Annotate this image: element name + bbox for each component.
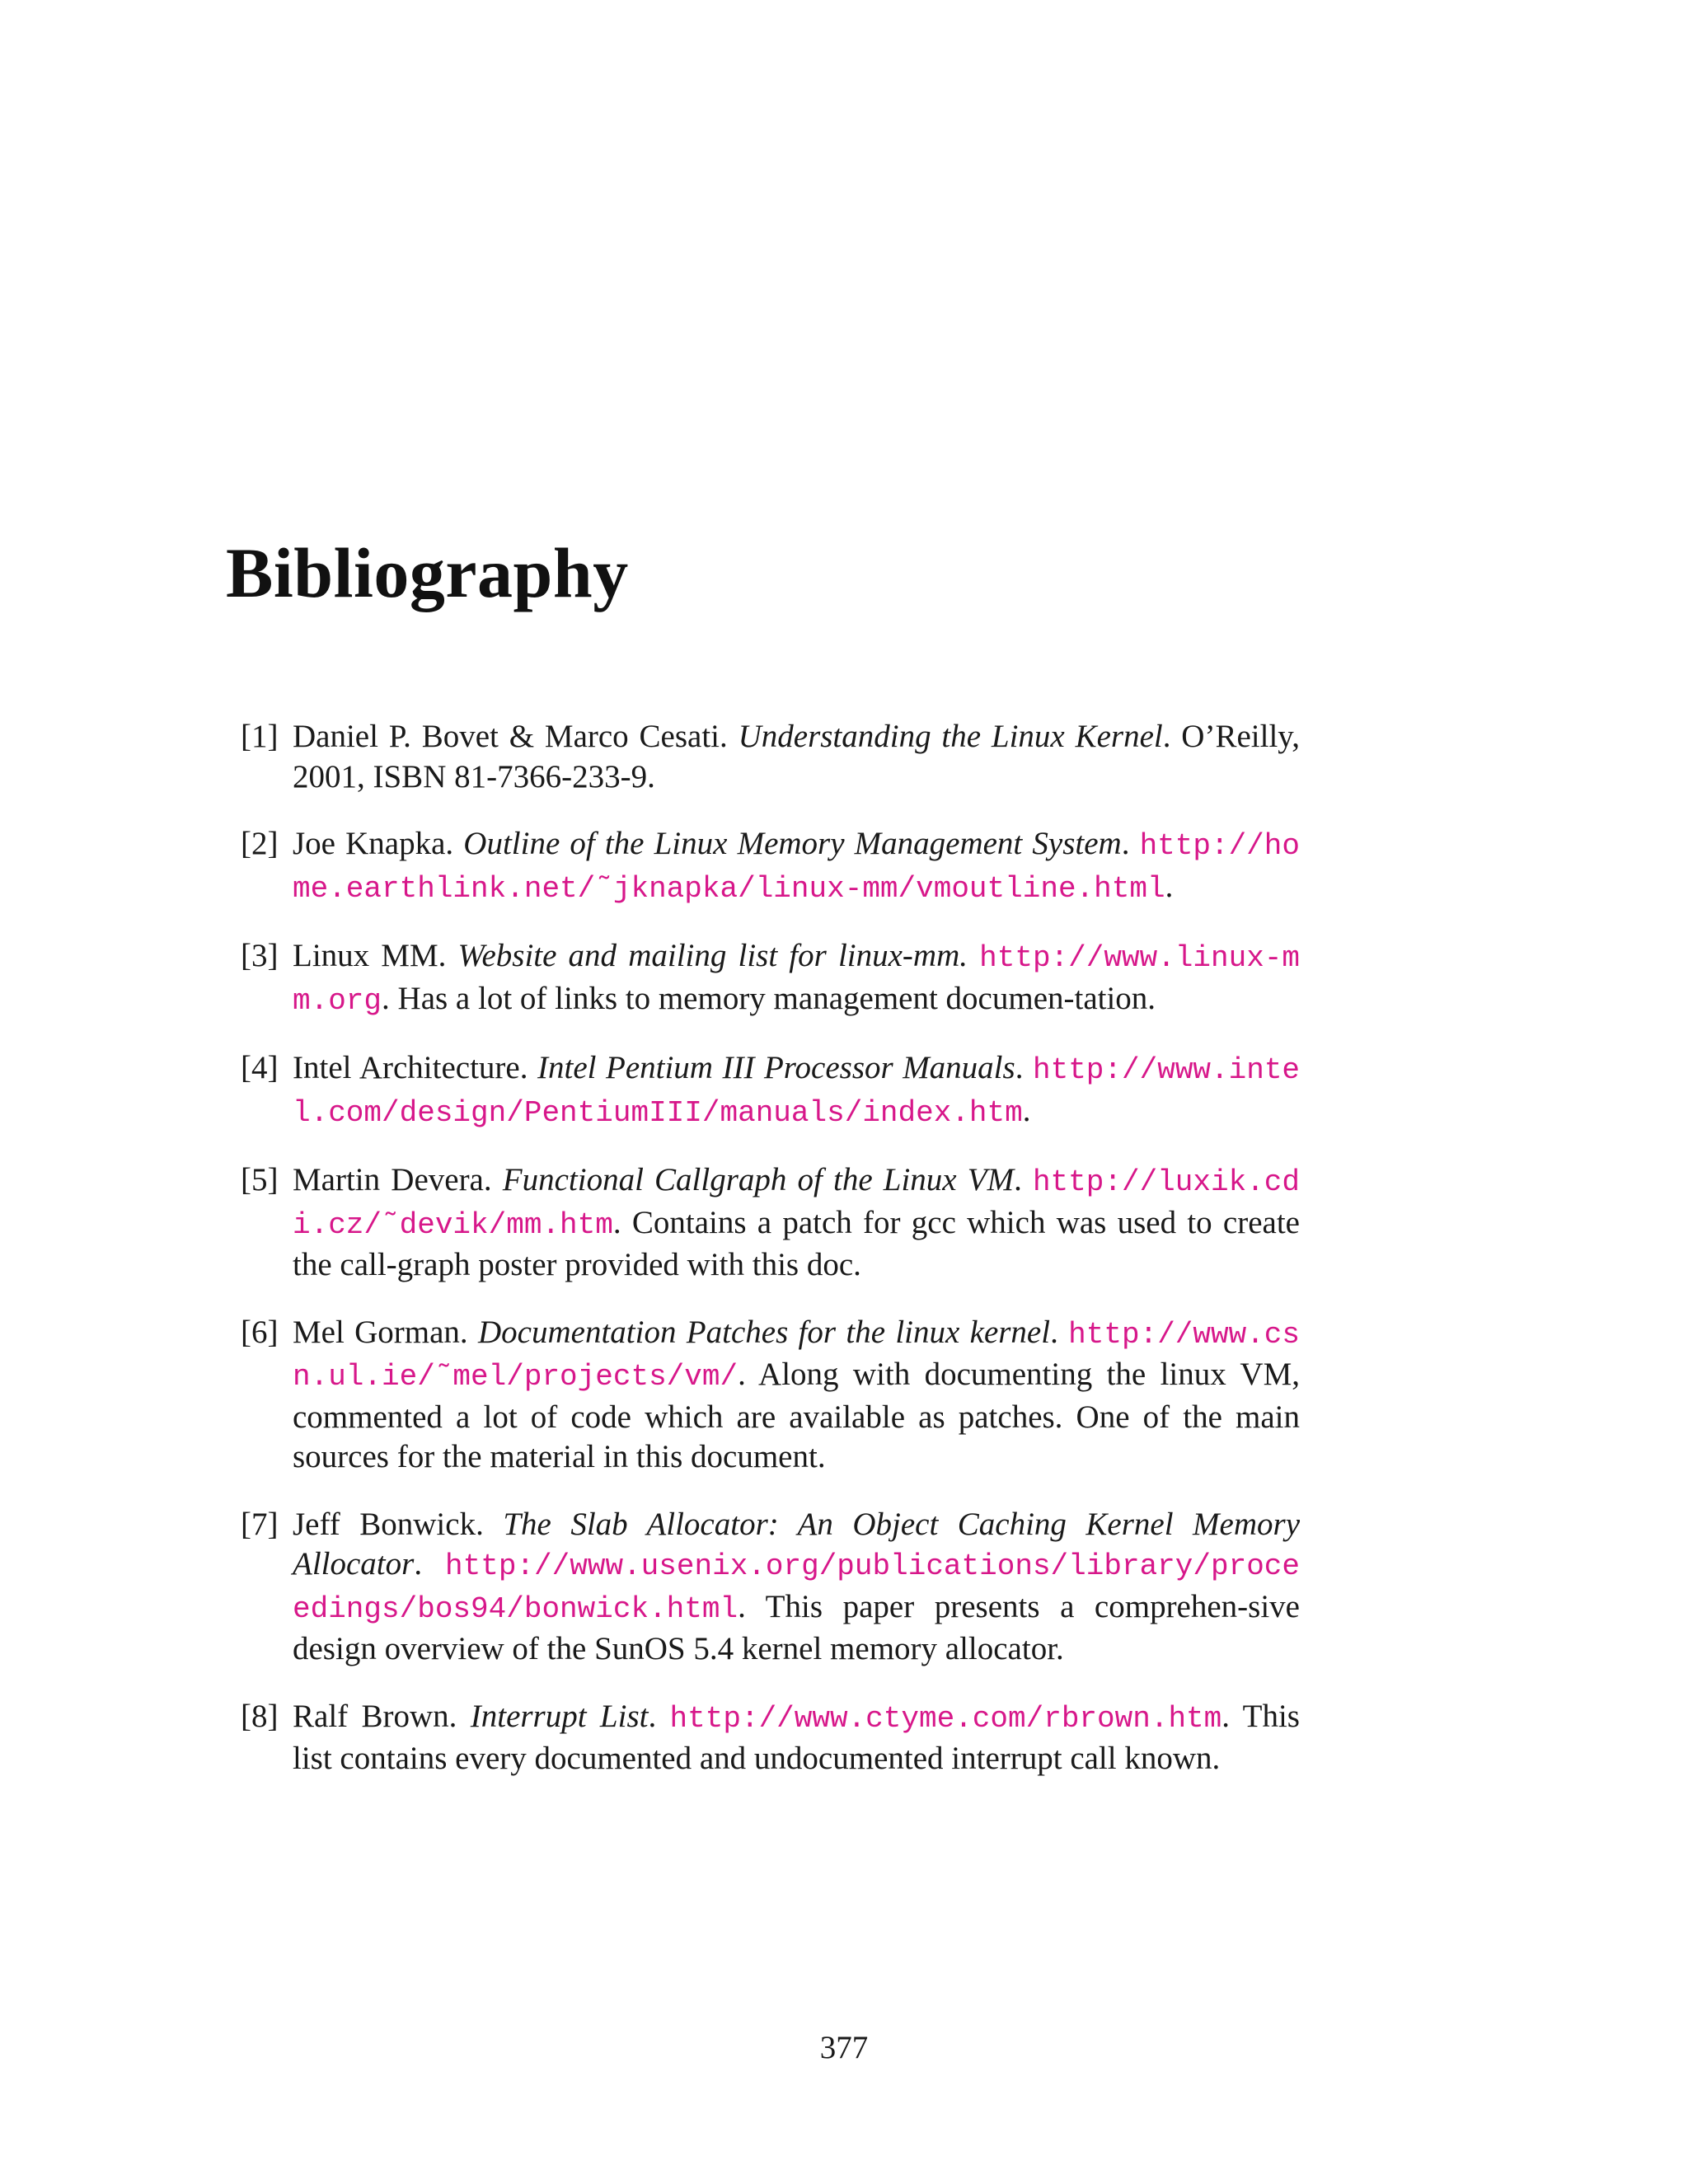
bib-title: Interrupt List [470, 1698, 649, 1734]
bib-number: [5] [241, 1162, 279, 1197]
bib-number: [3] [241, 938, 279, 973]
bib-authors: Joe Knapka. [293, 826, 454, 861]
bib-authors: Ralf Brown. [293, 1698, 457, 1734]
bib-note: . This paper presents a comprehen-sive design overview of the SunOS 5.4 kernel memory allocator. [293, 1588, 1300, 1666]
bib-title-punct: . [1014, 1162, 1022, 1197]
bib-note: . Contains a patch for gcc which was used to create the call-graph poster provided with this doc. [293, 1204, 1300, 1282]
bib-title: Intel Pentium III Processor Manuals [537, 1050, 1015, 1085]
bib-number: [1] [241, 719, 279, 754]
bib-title-punct: . [1121, 826, 1130, 861]
bib-entry-5 [241, 1160, 1300, 1286]
bib-title-punct: . [1050, 1314, 1058, 1350]
page-number: 377 [819, 2030, 869, 2065]
bib-url-link[interactable]: http://www.linux-mm.org [293, 941, 1301, 1018]
bib-authors: Intel Architecture. [293, 1050, 528, 1085]
bib-url-link[interactable]: http://luxik.cdi.cz/˜devik/mm.htm [293, 1165, 1301, 1242]
bib-entry-4 [241, 1048, 1300, 1133]
bib-number: [7] [241, 1506, 279, 1542]
bib-title: Outline of the Linux Memory Management System [463, 826, 1122, 861]
bib-title: The Slab Allocator: An Object Caching Kernel Memory Allocator [293, 1506, 1301, 1582]
bib-title: Website and mailing list for linux-mm. [457, 938, 968, 973]
bib-entry-7 [241, 1505, 1300, 1670]
bib-authors: Martin Devera. [293, 1162, 492, 1197]
bib-note: . [1022, 1092, 1031, 1128]
bib-title-punct: . [414, 1546, 423, 1582]
bib-title-punct: . [1015, 1050, 1024, 1085]
bib-note: . [1165, 868, 1174, 904]
bib-authors: Mel Gorman. [293, 1314, 468, 1350]
bib-entry-2 [241, 824, 1300, 909]
bib-number: [6] [241, 1314, 279, 1350]
bib-publisher: . O’Reilly, 2001, ISBN 81-7366-233-9. [293, 719, 1300, 794]
bib-authors: Jeff Bonwick. [293, 1506, 484, 1542]
bib-url-link[interactable]: http://www.ctyme.com/rbrown.htm [669, 1701, 1222, 1736]
bib-number: [2] [241, 826, 279, 861]
bib-number: [8] [241, 1698, 279, 1734]
bib-authors: Daniel P. Bovet & Marco Cesati. [293, 719, 728, 754]
bib-url-link[interactable]: http://www.usenix.org/publications/library/proceedings/bos94/bonwick.html [293, 1549, 1300, 1626]
bibliography-list [241, 717, 1300, 1807]
bib-title: Understanding the Linux Kernel [738, 719, 1163, 754]
bib-url-link[interactable]: http://www.intel.com/design/PentiumIII/manuals/index.htm [293, 1053, 1301, 1130]
bib-title: Documentation Patches for the linux kernel [478, 1314, 1051, 1350]
bib-url-link[interactable]: http://home.earthlink.net/˜jknapka/linux-mm/vmoutline.html [293, 829, 1300, 906]
bib-authors: Linux MM. [293, 938, 447, 973]
bib-title: Functional Callgraph of the Linux VM [502, 1162, 1015, 1197]
chapter-title: Bibliography [226, 533, 629, 612]
bib-url-link[interactable]: http://www.csn.ul.ie/˜mel/projects/vm/ [293, 1317, 1301, 1394]
bib-entry-3 [241, 936, 1300, 1021]
bib-entry-6 [241, 1313, 1300, 1478]
bib-entry-1 [241, 717, 1300, 797]
bib-note: . Has a lot of links to memory management documen-tation. [382, 980, 1156, 1016]
bib-title-punct: . [648, 1698, 657, 1734]
bib-note: . Along with documenting the linux VM, commented a lot of code which are available as patches. One of the main sources for the material in this document. [293, 1357, 1300, 1474]
bib-note: . This list contains every documented and undocumented interrupt call known. [293, 1698, 1300, 1776]
bib-entry-8 [241, 1697, 1300, 1779]
bib-number: [4] [241, 1050, 279, 1085]
